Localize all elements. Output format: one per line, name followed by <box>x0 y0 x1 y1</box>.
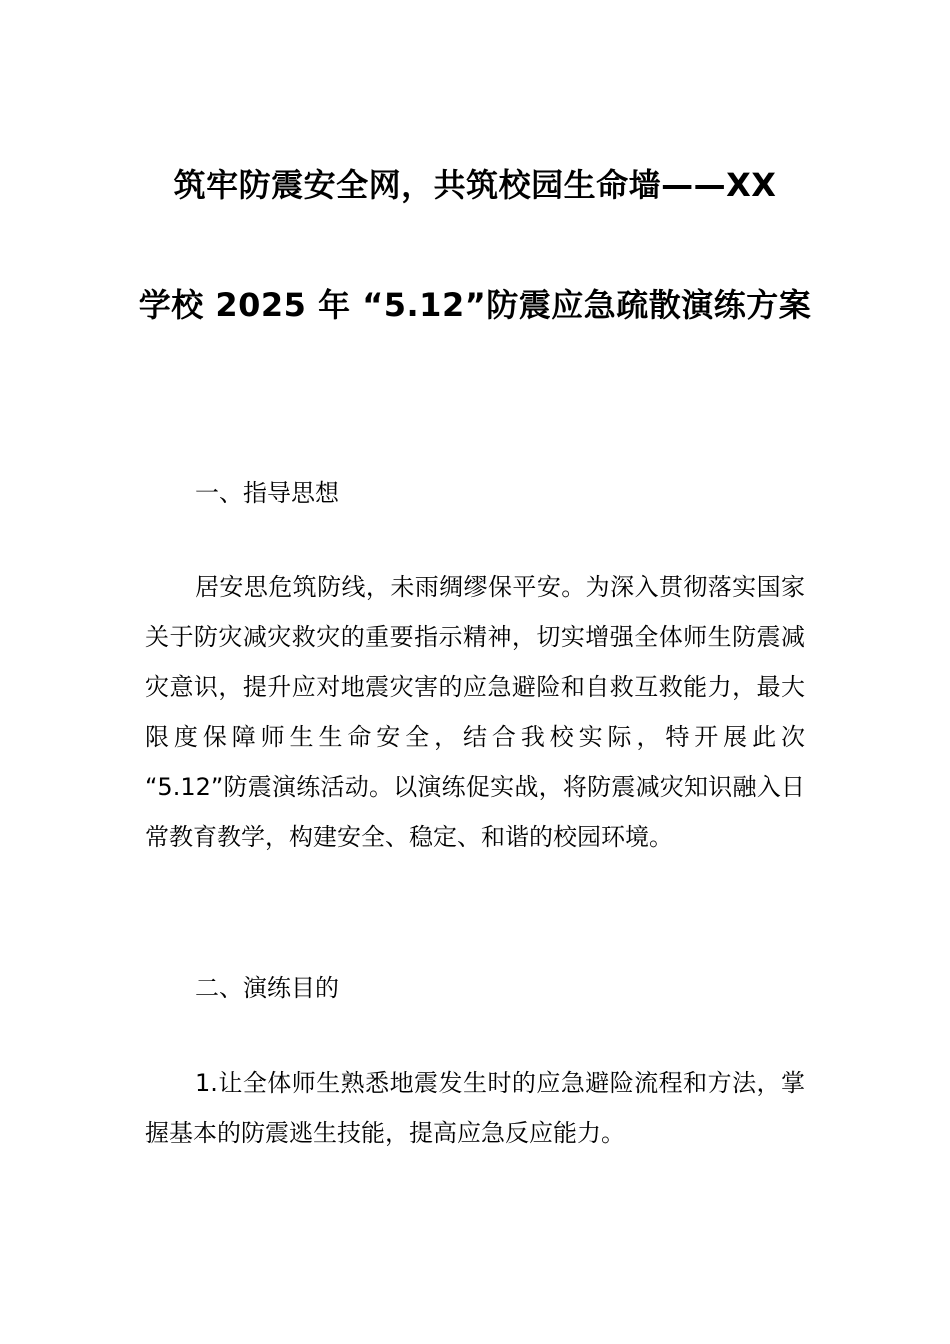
paragraph-guiding-ideology: 居安思危筑防线，未雨绸缪保平安。为深入贯彻落实国家关于防灾减灾救灾的重要指示精神，切实增强全体师生防震减灾意识，提升应对地震灾害的应急避险和自救互救能力，最大限度保障师生生命安全，结合我校实际，特开展此次 “5.12”防震演练活动。以演练促实战，将防震减灾知识融入日常教育教学，构建安全、稳定、和谐的校园环境。 <box>145 573 805 851</box>
paragraph-drill-purpose-item-1: 1.让全体师生熟悉地震发生时的应急避险流程和方法，掌握基本的防震逃生技能，提高应急反应能力。 <box>145 1069 805 1147</box>
document-title-line-2: 学校 2025 年 “5.12”防震应急疏散演练方案 <box>138 286 812 324</box>
document-title-line-1: 筑牢防震安全网，共筑校园生命墙——XX <box>173 166 777 204</box>
section-heading-guiding-ideology: 一、指导思想 <box>195 479 339 507</box>
section-heading-drill-purpose: 二、演练目的 <box>195 974 339 1002</box>
